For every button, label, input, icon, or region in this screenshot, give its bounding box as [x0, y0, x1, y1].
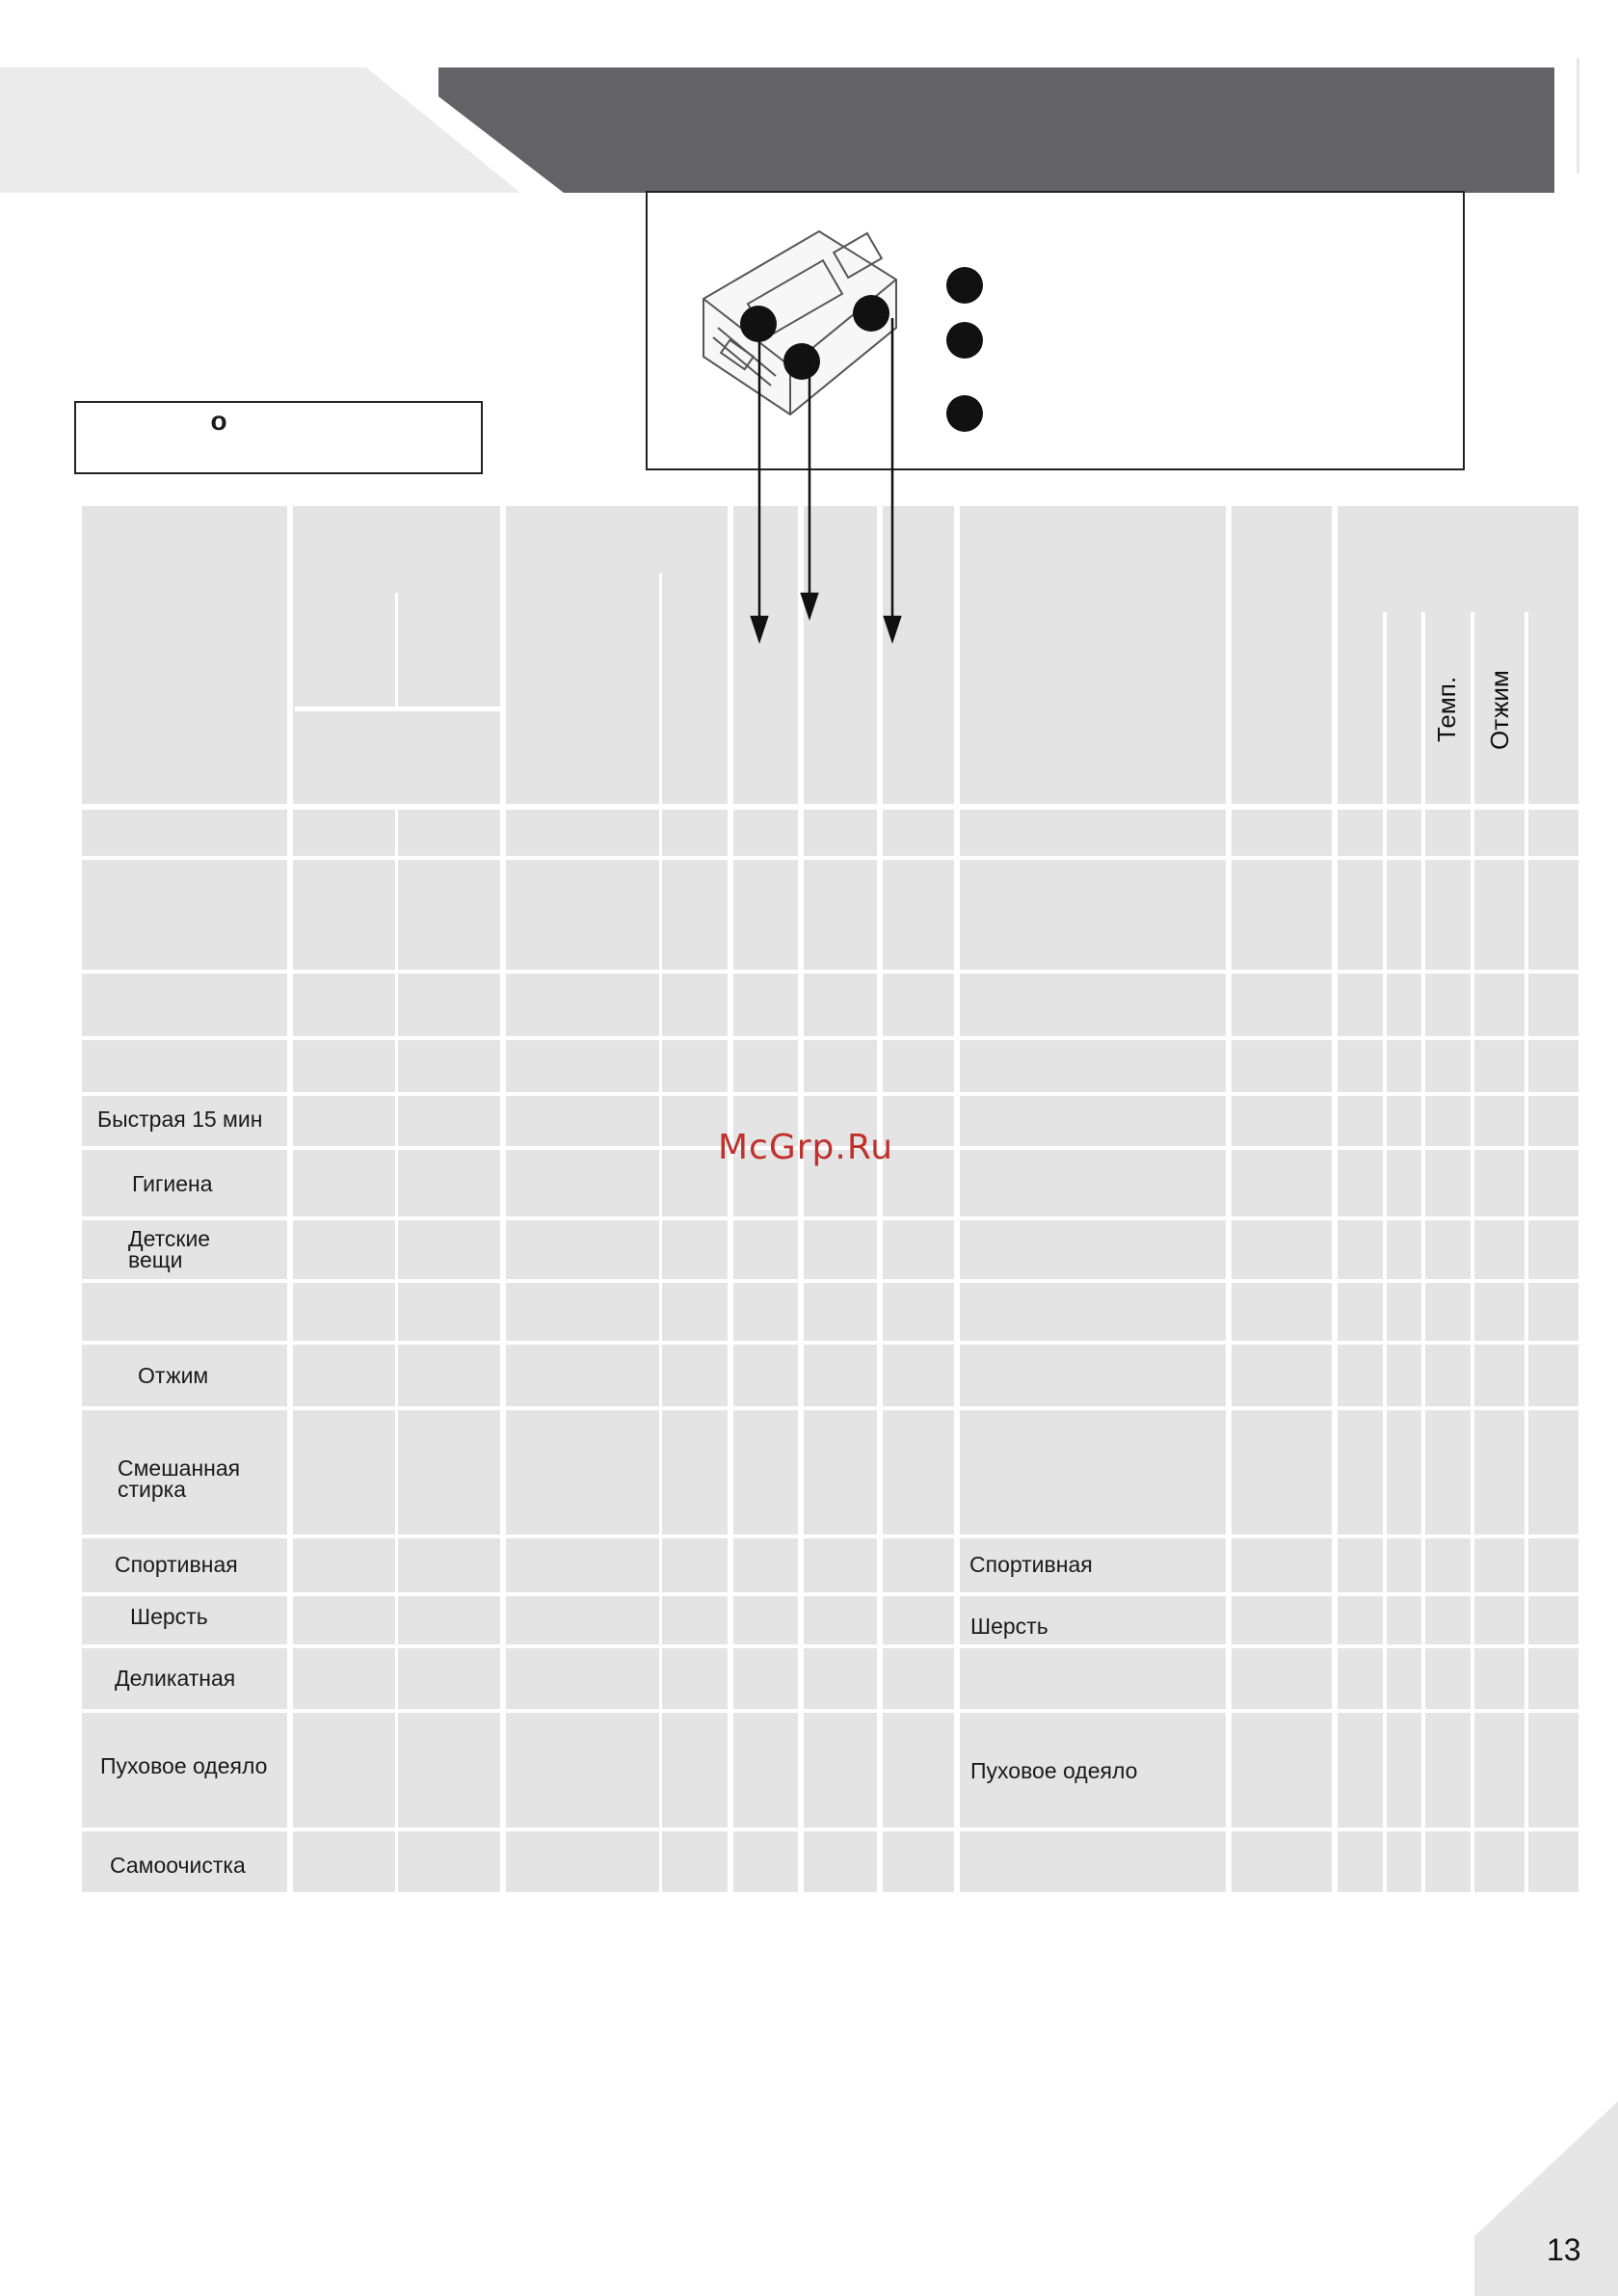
legend-dot-2: [946, 322, 983, 359]
column-divider: [500, 506, 506, 1892]
program-label: Деликатная: [115, 1666, 236, 1691]
column-divider: [1421, 805, 1425, 1892]
program-label: Гигиена: [132, 1171, 213, 1196]
edge-line: [1577, 58, 1579, 174]
program-label-right: Шерсть: [970, 1614, 1048, 1639]
program-label: Спортивная: [115, 1552, 238, 1577]
row-divider: [82, 1828, 1578, 1831]
column-divider: [1525, 805, 1528, 1892]
spin-column-header: Отжим: [1485, 670, 1514, 750]
program-table: [82, 506, 1578, 1892]
row-divider: [82, 1279, 1578, 1283]
dispenser-arrows: [732, 318, 925, 646]
page-number: 13: [1547, 2232, 1581, 2267]
column-divider: [1383, 805, 1387, 1892]
column-divider: [1471, 805, 1474, 1892]
row-divider: [82, 1092, 1578, 1096]
program-label: Детские вещи: [128, 1226, 211, 1272]
header-divider: [295, 707, 501, 711]
header-divider: [1421, 612, 1425, 805]
row-divider: [82, 1709, 1578, 1713]
program-label: Быстрая 15 мин: [97, 1107, 263, 1132]
watermark: McGrp.Ru: [718, 1128, 894, 1167]
program-label-right: Спортивная: [969, 1552, 1093, 1577]
column-divider: [877, 506, 883, 1892]
column-divider: [395, 805, 398, 1892]
header-divider: [659, 574, 662, 805]
row-divider: [82, 1341, 1578, 1345]
row-divider: [82, 856, 1578, 860]
column-divider: [659, 805, 662, 1892]
header-tab-dark: [438, 67, 1554, 193]
program-label: Самоочистка: [110, 1853, 246, 1878]
column-divider: [287, 506, 293, 1892]
row-divider: [82, 1216, 1578, 1220]
header-divider: [1383, 612, 1387, 805]
row-divider: [82, 970, 1578, 974]
header-divider: [395, 593, 398, 707]
row-divider: [82, 1592, 1578, 1596]
legend-dot-3: [946, 395, 983, 432]
program-label-right: Пуховое одеяло: [970, 1758, 1138, 1783]
column-divider: [954, 506, 960, 1892]
legend-dot-1: [946, 267, 983, 304]
row-divider: [82, 1535, 1578, 1538]
header-divider: [1471, 612, 1474, 805]
temp-column-header: Темп.: [1432, 676, 1461, 742]
program-label: Смешанная стирка: [118, 1455, 241, 1502]
row-divider: [82, 1644, 1578, 1648]
program-label: Шерсть: [130, 1604, 208, 1629]
row-divider: [82, 804, 1578, 810]
temperature-box: [74, 401, 483, 474]
row-divider: [82, 1036, 1578, 1040]
program-label: Отжим: [138, 1363, 209, 1388]
degree-symbol: o: [210, 406, 227, 436]
column-divider: [1332, 506, 1338, 1892]
column-divider: [728, 506, 733, 1892]
column-divider: [798, 506, 804, 1892]
row-divider: [82, 1406, 1578, 1410]
header-divider: [1525, 612, 1528, 805]
program-label: Пуховое одеяло: [100, 1753, 268, 1778]
column-divider: [1226, 506, 1232, 1892]
